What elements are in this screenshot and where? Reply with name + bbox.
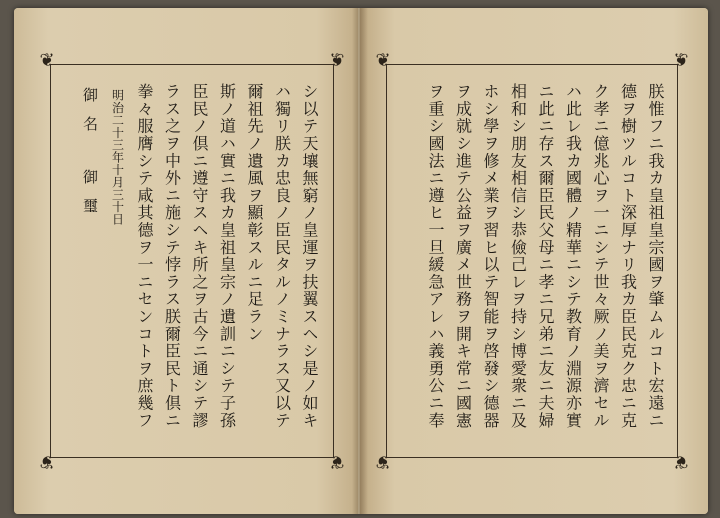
left-page-text [76, 83, 324, 439]
text-line: 爾祖先ノ遺風ヲ顯彰スルニ足ラン [245, 83, 264, 343]
corner-ornament-icon: ❦ [329, 50, 345, 71]
right-text-frame [375, 50, 689, 472]
text-line: シ以テ天壤無窮ノ皇運ヲ扶翼スヘシ是ノ如キ [300, 83, 319, 429]
signature-name: 御名 [81, 87, 99, 145]
signature-seal: 御璽 [81, 169, 99, 227]
text-line: 臣民ノ倶ニ遵守スヘキ所之ヲ古今ニ通シテ謬 [190, 83, 209, 429]
text-line: ニ此ニ存ス爾臣民父母ニ孝ニ兄弟ニ友ニ夫婦 [536, 83, 555, 429]
rescript-date: 明治二十三年十月三十日 [110, 89, 125, 226]
imperial-signature [76, 87, 104, 439]
text-line: ハ此レ我カ國體ノ精華ニシテ教育ノ淵源亦實 [563, 83, 583, 429]
text-line: ク孝ニ億兆心ヲ一ニシテ世々厥ノ美ヲ濟セル [591, 83, 610, 429]
text-line: ヲ成就シ進テ公益ヲ廣メ世務ヲ開キ常ニ國憲 [453, 83, 473, 429]
corner-ornament-icon: ❦ [673, 451, 689, 472]
corner-ornament-icon: ❦ [39, 50, 55, 71]
text-line: ラス之ヲ中外ニ施シテ悖ラス朕爾臣民ト倶ニ [162, 83, 182, 429]
corner-ornament-icon: ❦ [375, 50, 391, 71]
text-line: ヲ重シ國法ニ遵ヒ一旦緩急アレハ義勇公ニ奉 [426, 83, 445, 429]
text-line: 德ヲ樹ツルコト深厚ナリ我カ臣民克ク忠ニ克 [618, 83, 638, 429]
corner-ornament-icon: ❦ [375, 451, 391, 472]
text-line: 相和シ朋友相信シ恭儉己レヲ持シ博愛衆ニ及 [508, 83, 528, 429]
text-line: ハ獨リ朕カ忠良ノ臣民タルノミナラス又以テ [272, 83, 292, 429]
text-line: ホシ學ヲ修メ業ヲ習ヒ以テ智能ヲ啓發シ德器 [481, 83, 500, 429]
right-page-text [422, 83, 670, 439]
open-book [14, 8, 708, 514]
corner-ornament-icon: ❦ [673, 50, 689, 71]
corner-ornament-icon: ❦ [329, 451, 345, 472]
right-page [360, 8, 708, 514]
text-line: 斯ノ道ハ實ニ我カ皇祖皇宗ノ遺訓ニシテ子孫 [217, 83, 237, 429]
corner-ornament-icon: ❦ [39, 451, 55, 472]
left-page [14, 8, 358, 514]
text-line: 朕惟フニ我カ皇祖皇宗國ヲ肇ムルコト宏遠ニ [646, 83, 665, 429]
text-line: 拳々服膺シテ咸其德ヲ一ニセンコトヲ庶幾フ [135, 83, 154, 429]
left-text-frame [39, 50, 345, 472]
book-gutter [352, 8, 368, 514]
